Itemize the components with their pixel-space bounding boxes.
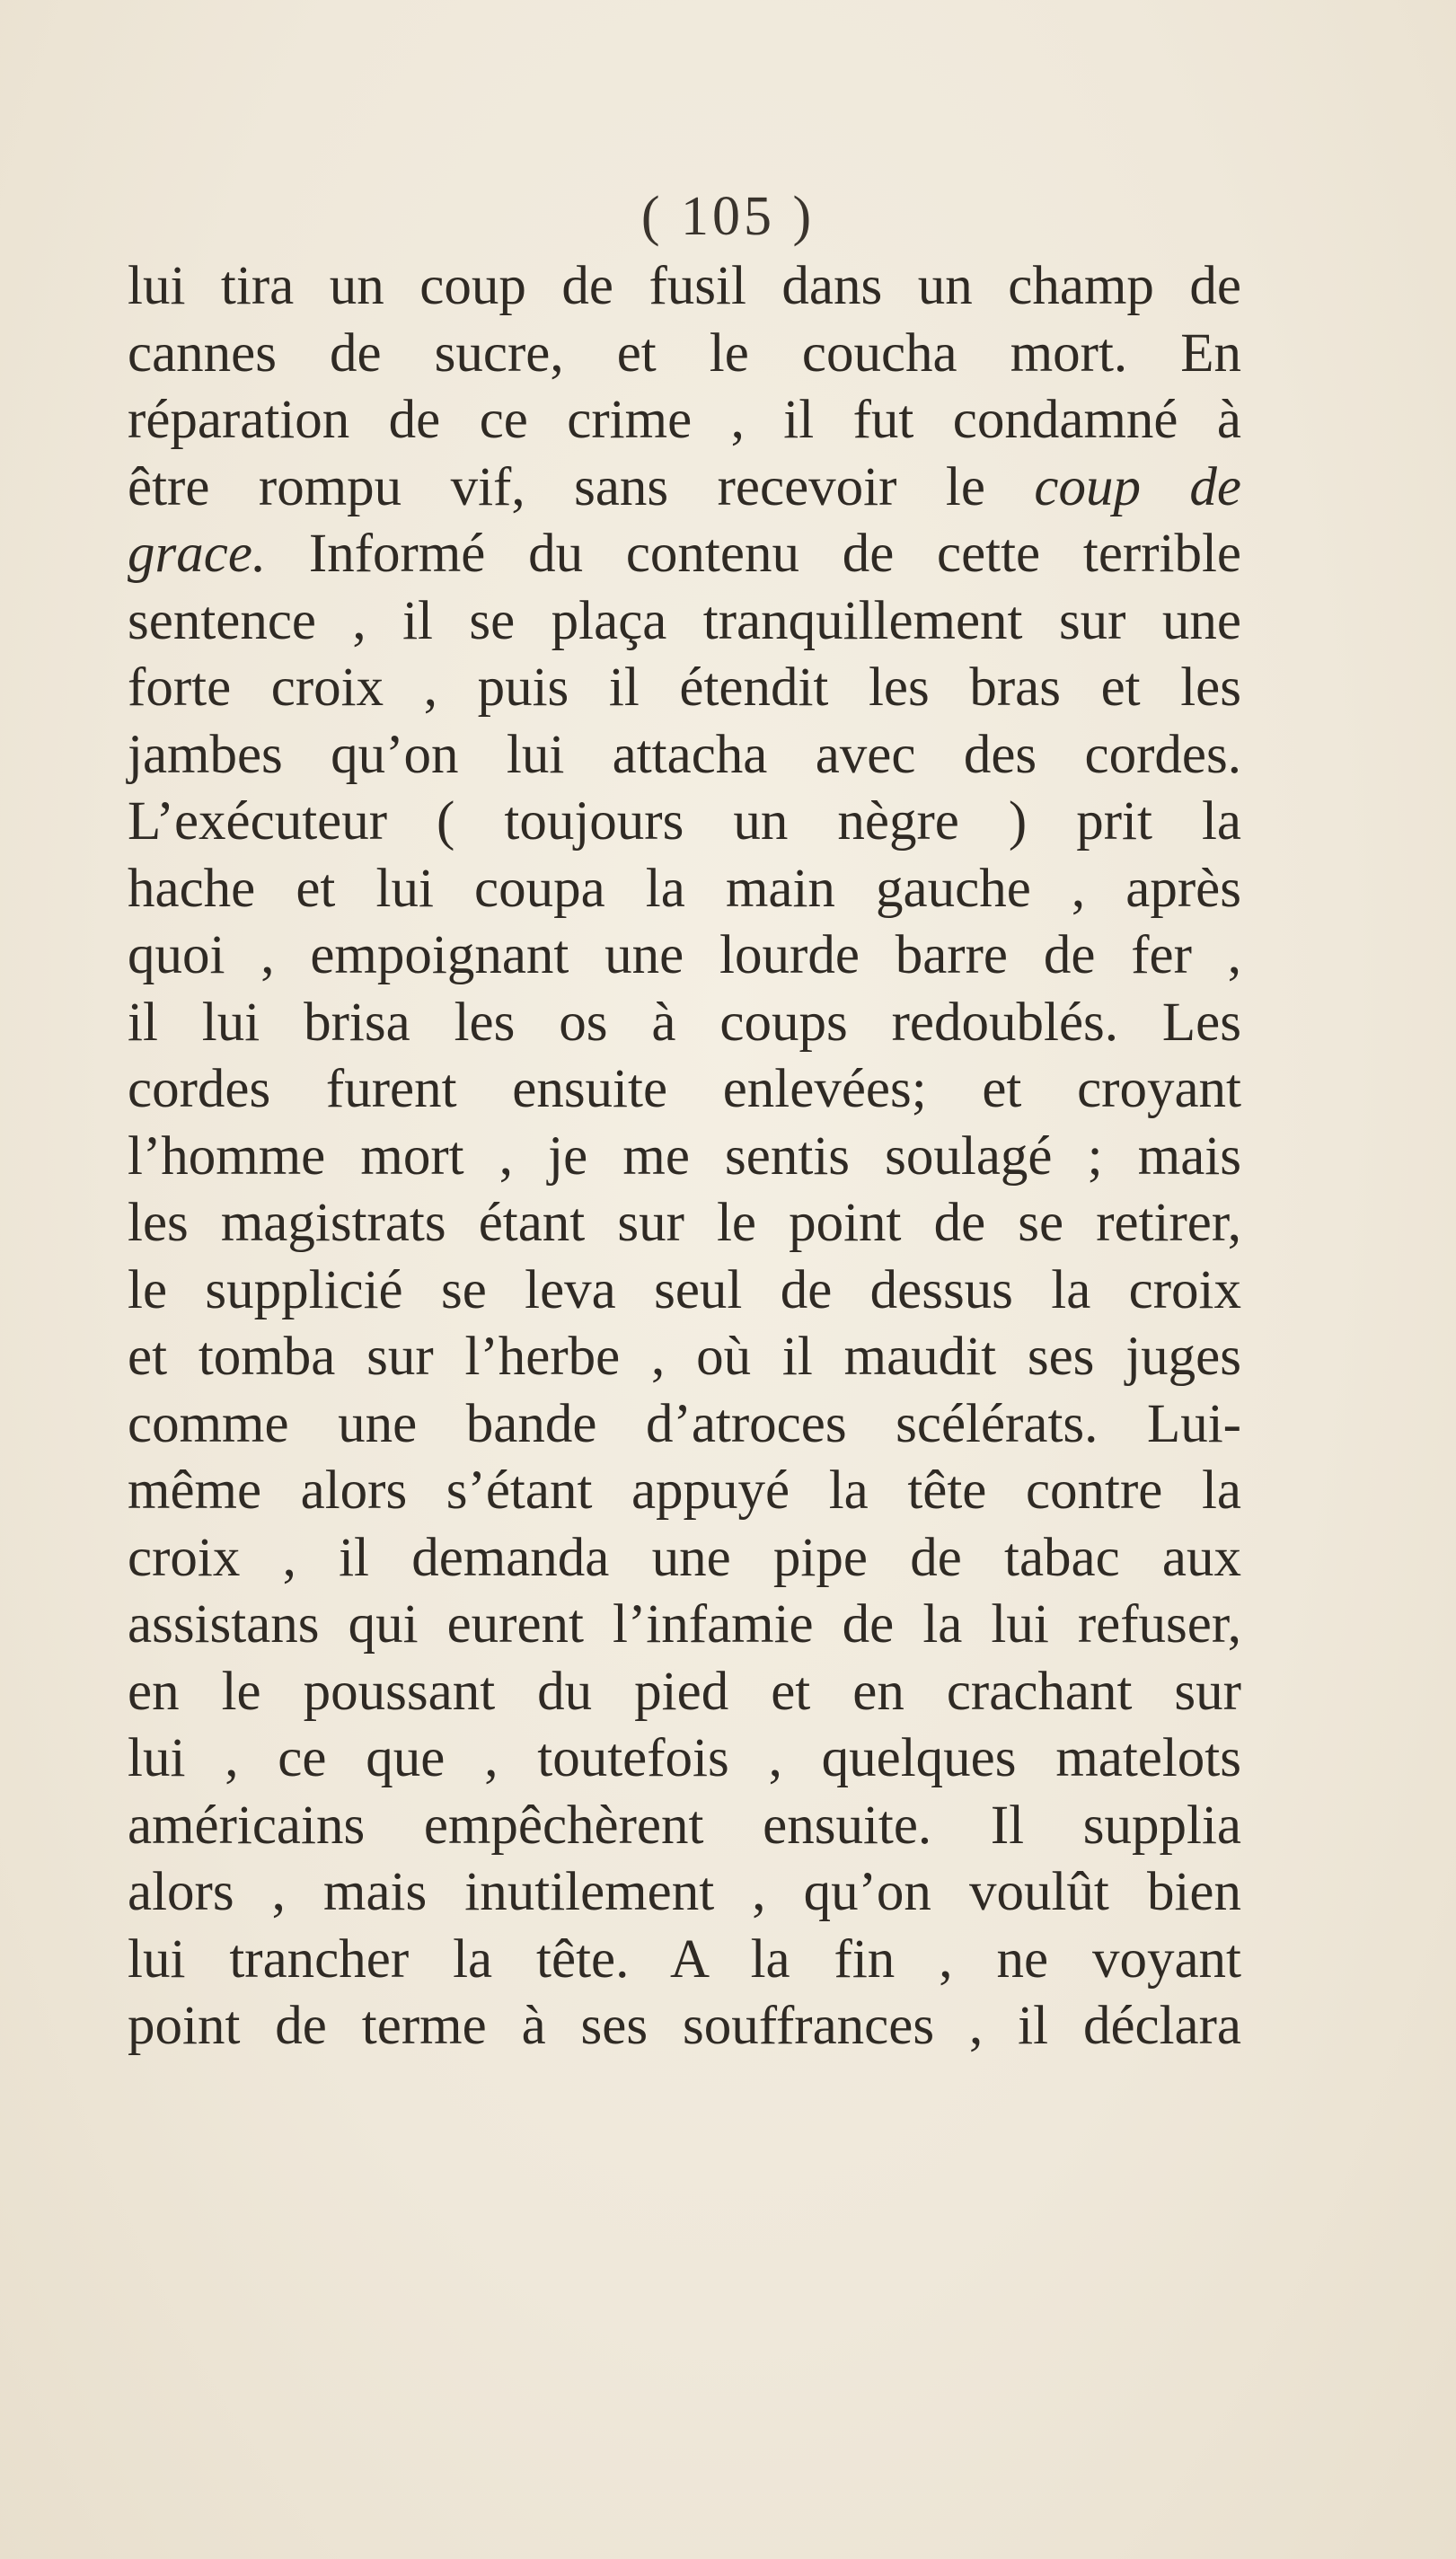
text-line-6: sentence , il se plaça tranquillement sur une [128, 590, 1241, 651]
text-line-2: cannes de sucre, et le coucha mort. En [128, 322, 1241, 384]
italic-grace: grace. [128, 524, 267, 584]
text-line-13: cordes furent ensuite enlevées; et croyant [128, 1059, 1241, 1119]
text-line-5 [128, 521, 1241, 588]
text-line-23: lui , ce que , toutefois , quelques matelots [128, 1728, 1241, 1788]
text-line-14: l’homme mort , je me sentis soulagé ; mais [128, 1125, 1241, 1187]
text-line-3: réparation de ce crime , il fut condamné à [128, 390, 1241, 450]
text-line-21: assistans qui eurent l’infamie de la lui refuser, [128, 1594, 1241, 1655]
text-line-18: comme une bande d’atroces scélérats. Lui- [128, 1393, 1241, 1454]
text-line-12: il lui brisa les os à coups redoublés. Les [128, 992, 1241, 1053]
italic-coup-de: coup de [1034, 456, 1241, 517]
text-line-19: même alors s’étant appuyé la tête contre la [128, 1460, 1241, 1521]
text-line-4-roman: être rompu vif, sans recevoir le [128, 456, 985, 517]
text-line-1: lui tira un coup de fusil dans un champ de [128, 256, 1241, 316]
text-line-22: en le poussant du pied et en crachant sur [128, 1661, 1241, 1722]
text-line-17: et tomba sur l’herbe , où il maudit ses juges [128, 1327, 1241, 1387]
text-line-9: L’exécuteur ( toujours un nègre ) prit la [128, 791, 1241, 852]
text-line-15: les magistrats étant sur le point de se retirer, [128, 1193, 1241, 1253]
text-line-26: lui trancher la tête. A la fin , ne voyant [128, 1928, 1241, 1990]
page-number: ( 105 ) [640, 186, 816, 247]
text-line-11: quoi , empoignant une lourde barre de fer , [128, 925, 1241, 985]
text-line-20: croix , il demanda une pipe de tabac aux [128, 1527, 1241, 1588]
text-line-5-roman: Informé du contenu de cette terrible [308, 524, 1242, 584]
text-line-8: jambes qu’on lui attacha avec des cordes. [128, 724, 1241, 785]
text-line-16: le supplicié se leva seul de dessus la croix [128, 1259, 1241, 1320]
text-line-7: forte croix , puis il étendit les bras et les [128, 657, 1241, 718]
text-line-25: alors , mais inutilement , qu’on voulût bien [128, 1862, 1241, 1922]
text-line-24: américains empêchèrent ensuite. Il supplia [128, 1795, 1241, 1856]
body-text [128, 253, 1241, 2060]
text-line-10: hache et lui coupa la main gauche , après [128, 858, 1241, 919]
text-line-27: point de terme à ses souffrances , il déclara [128, 1996, 1241, 2056]
text-line-4 [128, 454, 1241, 522]
